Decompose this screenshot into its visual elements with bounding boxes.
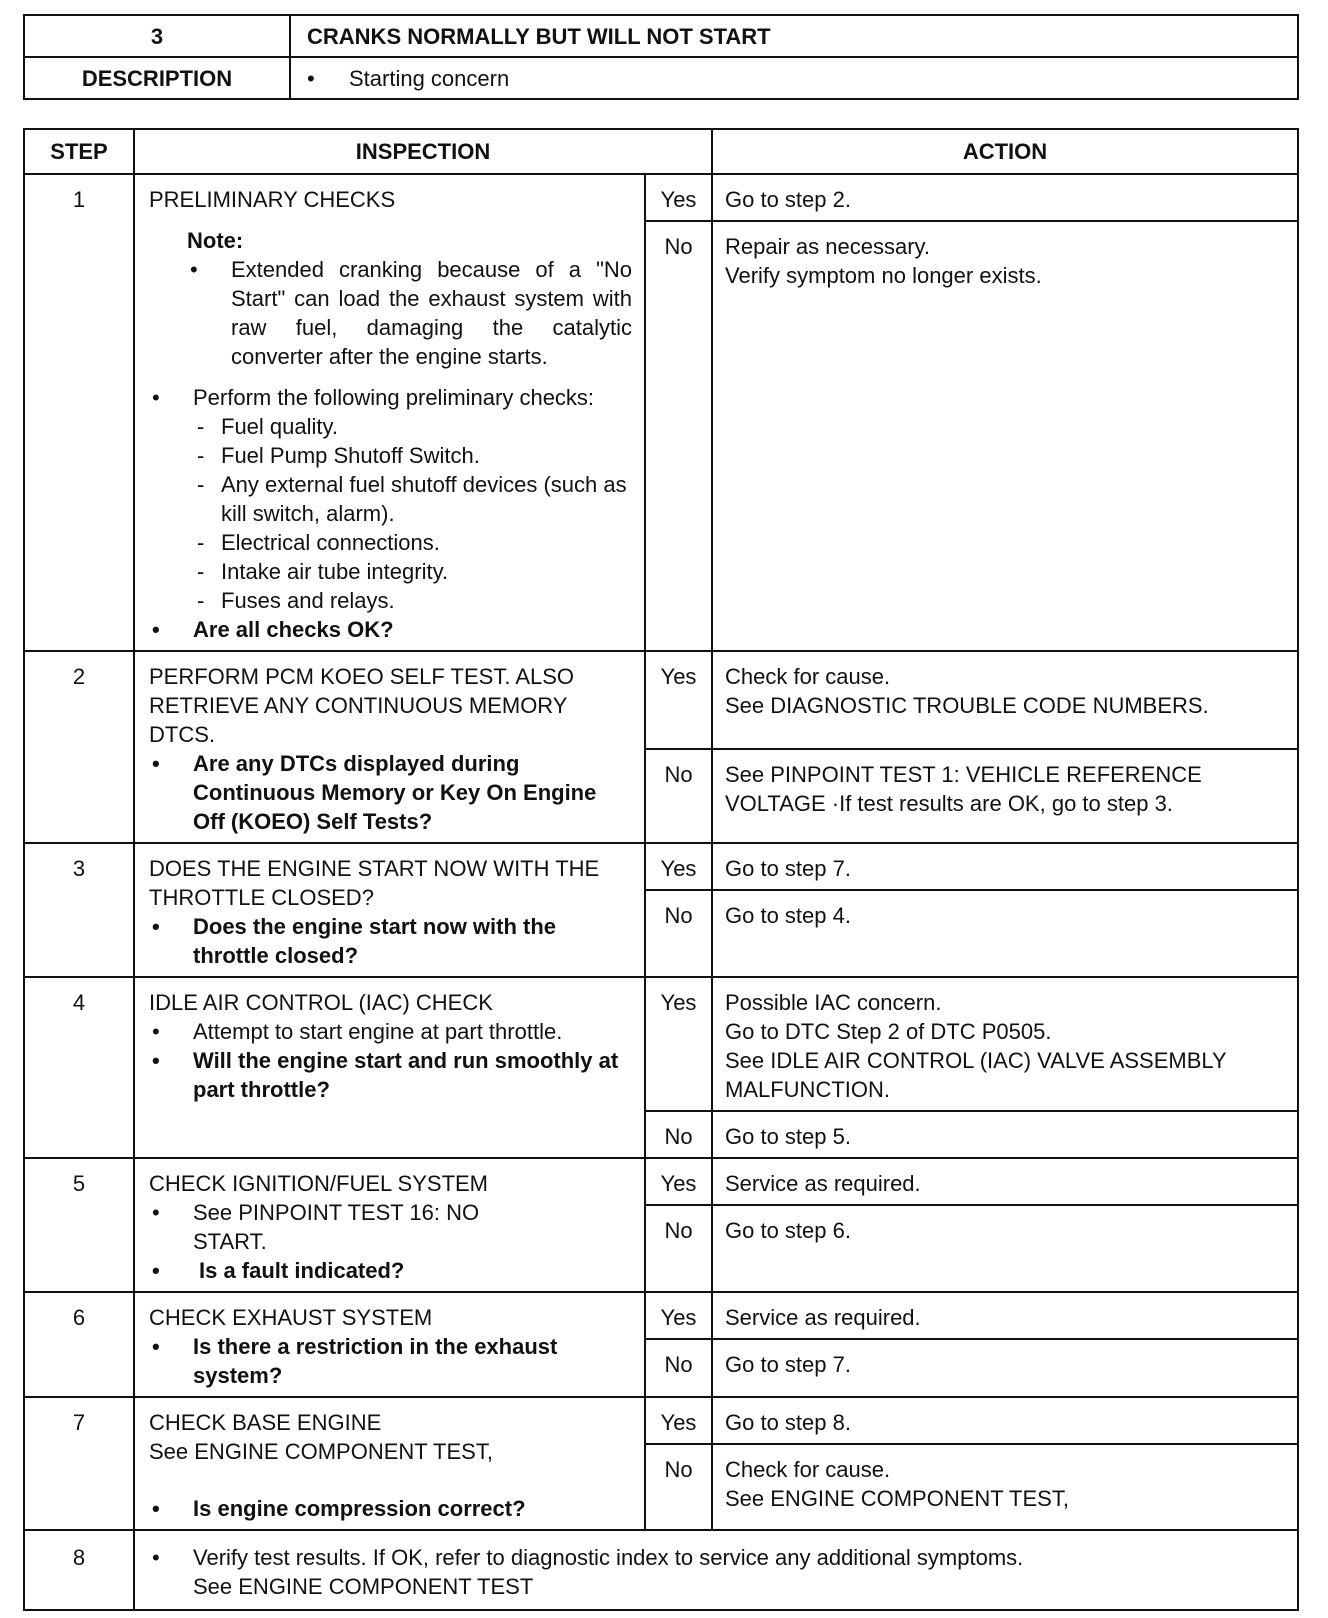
inspection-cell xyxy=(134,651,645,843)
action-text: Check for cause. xyxy=(725,664,891,689)
step-number: 2 xyxy=(24,651,134,843)
action-text: Service as required. xyxy=(725,1305,921,1330)
see-reference: See ENGINE COMPONENT TEST xyxy=(193,1574,534,1599)
step-heading: CHECK EXHAUST SYSTEM xyxy=(149,1305,433,1330)
note-text: • Extended cranking because of a "No Start" can load the exhaust system with raw fuel, damaging the catalytic converter after the engine starts. xyxy=(187,255,632,371)
description-value: • Starting concern xyxy=(290,57,1298,99)
no-label: No xyxy=(645,221,712,651)
action-text: Go to step 7. xyxy=(725,1352,851,1377)
table-row xyxy=(24,651,1298,749)
check-item: - Fuses and relays. xyxy=(149,586,632,615)
no-label: No xyxy=(645,1111,712,1158)
step-question: • Are all checks OK? xyxy=(149,615,632,644)
action-text: Check for cause. xyxy=(725,1457,891,1482)
step-heading: IDLE AIR CONTROL (IAC) CHECK xyxy=(149,990,493,1015)
check-item: - Any external fuel shutoff devices (such as kill switch, alarm). xyxy=(149,470,632,528)
table-row xyxy=(24,1530,1298,1610)
no-label: No xyxy=(645,749,712,843)
table-header-row xyxy=(24,129,1298,174)
step-heading: PRELIMINARY CHECKS xyxy=(149,187,396,212)
no-label: No xyxy=(645,1205,712,1292)
no-label: No xyxy=(645,890,712,977)
action-text: Go to step 2. xyxy=(725,187,851,212)
step-question: • Is there a restriction in the exhaust system? xyxy=(149,1332,632,1390)
header-table xyxy=(23,14,1299,100)
action-text: Possible IAC concern. xyxy=(725,990,942,1015)
action-text: See PINPOINT TEST 1: VEHICLE REFERENCE VOLTAGE ·If test results are OK, go to step 3. xyxy=(725,762,1202,816)
column-header-inspection: INSPECTION xyxy=(134,129,712,174)
action-text: Repair as necessary. xyxy=(725,234,931,259)
description-text: Starting concern xyxy=(349,65,510,91)
action-text: Go to DTC Step 2 of DTC P0505. xyxy=(725,1019,1052,1044)
procedure-title: CRANKS NORMALLY BUT WILL NOT START xyxy=(290,15,1298,57)
no-label: No xyxy=(645,1339,712,1397)
action-text: Go to step 7. xyxy=(725,856,851,881)
step-heading: PERFORM PCM KOEO SELF TEST. ALSO RETRIEVE ANY CONTINUOUS MEMORY DTCS. xyxy=(149,664,575,747)
procedure-number: 3 xyxy=(24,15,290,57)
table-row xyxy=(24,1158,1298,1205)
yes-label: Yes xyxy=(645,1158,712,1205)
yes-action xyxy=(712,843,1298,890)
action-text: Service as required. xyxy=(725,1171,921,1196)
list-item: • Verify test results. If OK, refer to diagnostic index to service any additional symptoms. xyxy=(149,1543,1285,1572)
inspection-cell xyxy=(134,843,645,977)
step-question: • Are any DTCs displayed during Continuous Memory or Key On Engine Off (KOEO) Self Tests? xyxy=(149,749,632,836)
inspection-cell xyxy=(134,1292,645,1397)
yes-action xyxy=(712,174,1298,221)
see-reference: See ENGINE COMPONENT TEST, xyxy=(149,1439,493,1464)
action-text: See DIAGNOSTIC TROUBLE CODE NUMBERS. xyxy=(725,693,1209,718)
yes-action xyxy=(712,1292,1298,1339)
inspection-cell xyxy=(134,1158,645,1292)
diagnostic-table xyxy=(23,128,1299,1611)
yes-label: Yes xyxy=(645,977,712,1111)
step-number: 1 xyxy=(24,174,134,651)
table-row xyxy=(24,977,1298,1111)
yes-action xyxy=(712,1397,1298,1444)
inspection-cell xyxy=(134,977,645,1158)
check-item: - Intake air tube integrity. xyxy=(149,557,632,586)
step-heading: CHECK BASE ENGINE xyxy=(149,1410,382,1435)
yes-label: Yes xyxy=(645,1397,712,1444)
note-label: Note: xyxy=(187,228,244,253)
table-row xyxy=(24,843,1298,890)
check-item: - Electrical connections. xyxy=(149,528,632,557)
yes-label: Yes xyxy=(645,843,712,890)
no-action xyxy=(712,1444,1298,1530)
list-item: • Attempt to start engine at part throttle. xyxy=(149,1017,632,1046)
yes-label: Yes xyxy=(645,174,712,221)
inspection-cell xyxy=(134,1397,645,1530)
list-item: • See PINPOINT TEST 16: NO START. xyxy=(149,1198,632,1256)
inspection-cell xyxy=(134,174,645,651)
no-action xyxy=(712,890,1298,977)
check-item: - Fuel Pump Shutoff Switch. xyxy=(149,441,632,470)
list-item: • Perform the following preliminary checks: xyxy=(149,383,632,412)
step-number: 4 xyxy=(24,977,134,1158)
yes-action xyxy=(712,651,1298,749)
step-number: 8 xyxy=(24,1530,134,1610)
column-header-step: STEP xyxy=(24,129,134,174)
table-row xyxy=(24,1397,1298,1444)
step-question: • Is engine compression correct? xyxy=(149,1494,632,1523)
step-heading: DOES THE ENGINE START NOW WITH THE THROTTLE CLOSED? xyxy=(149,856,600,910)
yes-label: Yes xyxy=(645,1292,712,1339)
check-item: - Fuel quality. xyxy=(149,412,632,441)
final-step-cell xyxy=(134,1530,1298,1610)
no-action xyxy=(712,1339,1298,1397)
no-action xyxy=(712,749,1298,843)
column-header-action: ACTION xyxy=(712,129,1298,174)
yes-label: Yes xyxy=(645,651,712,749)
action-text: Go to step 5. xyxy=(725,1124,851,1149)
no-label: No xyxy=(645,1444,712,1530)
step-question: • Is a fault indicated? xyxy=(149,1256,632,1285)
action-text: See ENGINE COMPONENT TEST, xyxy=(725,1486,1069,1511)
step-number: 5 xyxy=(24,1158,134,1292)
step-question: • Will the engine start and run smoothly at part throttle? xyxy=(149,1046,632,1104)
action-text: Go to step 6. xyxy=(725,1218,851,1243)
note-block xyxy=(149,226,632,371)
action-text: Verify symptom no longer exists. xyxy=(725,263,1042,288)
action-text: See IDLE AIR CONTROL (IAC) VALVE ASSEMBLY MALFUNCTION. xyxy=(725,1048,1227,1102)
step-heading: CHECK IGNITION/FUEL SYSTEM xyxy=(149,1171,489,1196)
action-text: Go to step 8. xyxy=(725,1410,851,1435)
step-number: 7 xyxy=(24,1397,134,1530)
no-action xyxy=(712,221,1298,651)
yes-action xyxy=(712,977,1298,1111)
description-label: DESCRIPTION xyxy=(24,57,290,99)
no-action xyxy=(712,1111,1298,1158)
step-number: 3 xyxy=(24,843,134,977)
no-action xyxy=(712,1205,1298,1292)
step-number: 6 xyxy=(24,1292,134,1397)
yes-action xyxy=(712,1158,1298,1205)
table-row xyxy=(24,1292,1298,1339)
step-question: • Does the engine start now with the throttle closed? xyxy=(149,912,632,970)
action-text: Go to step 4. xyxy=(725,903,851,928)
table-row xyxy=(24,174,1298,221)
